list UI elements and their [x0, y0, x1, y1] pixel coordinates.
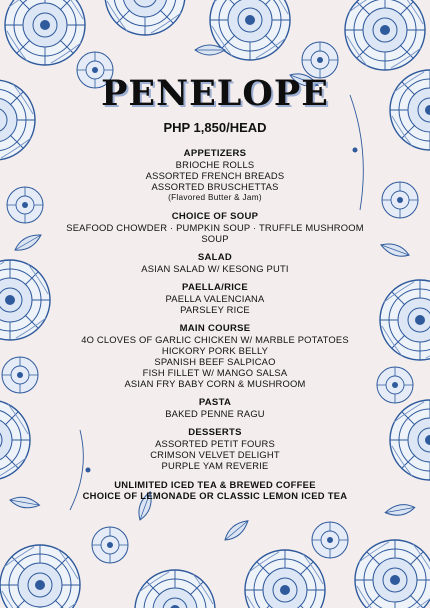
section-heading: MAIN COURSE: [179, 323, 251, 334]
menu-item: BAKED PENNE RAGU: [165, 408, 265, 419]
menu-item: PURPLE YAM REVERIE: [161, 460, 269, 471]
menu-item-note: (Flavored Butter & Jam): [168, 193, 262, 202]
menu-item: CRIMSON VELVET DELIGHT: [150, 449, 280, 460]
section-heading: PAELLA/RICE: [182, 282, 248, 293]
restaurant-title: PENELOPE: [101, 73, 329, 114]
menu-item: ASSORTED FRENCH BREADS: [145, 170, 285, 181]
beverages-footer: [55, 479, 375, 501]
menu-content: [55, 70, 375, 509]
section-appetizers: [55, 148, 375, 203]
menu-item: SPANISH BEEF SALPICAO: [154, 356, 276, 367]
beverage-line: CHOICE OF LEMONADE OR CLASSIC LEMON ICED TEA: [82, 490, 348, 501]
section-heading: SALAD: [197, 252, 233, 263]
menu-item: PAELLA VALENCIANA: [165, 293, 265, 304]
menu-item: HICKORY PORK BELLY: [161, 345, 269, 356]
section-main-course: [55, 323, 375, 389]
beverage-line: UNLIMITED ICED TEA & BREWED COFFEE: [114, 479, 316, 490]
menu-item: ASIAN FRY BABY CORN & MUSHROOM: [124, 378, 306, 389]
section-desserts: [55, 427, 375, 471]
menu-item: SEAFOOD CHOWDER · PUMPKIN SOUP · TRUFFLE MUSHROOM SOUP: [66, 222, 364, 244]
section-paella-rice: [55, 282, 375, 315]
menu-item: BRIOCHE ROLLS: [175, 159, 255, 170]
menu-item: ASIAN SALAD W/ KESONG PUTI: [141, 263, 289, 274]
menu-item: ASSORTED BRUSCHETTAS: [151, 181, 279, 192]
menu-item: PARSLEY RICE: [180, 304, 250, 315]
section-soup: [55, 211, 375, 244]
menu-item: 4O CLOVES OF GARLIC CHICKEN W/ MARBLE POTATOES: [81, 334, 349, 345]
section-heading: CHOICE OF SOUP: [171, 211, 259, 222]
section-pasta: [55, 397, 375, 419]
section-heading: DESSERTS: [188, 427, 242, 438]
menu-item: FISH FILLET W/ MANGO SALSA: [142, 367, 288, 378]
menu-item: ASSORTED PETIT FOURS: [155, 438, 275, 449]
price-per-head: PHP 1,850/HEAD: [163, 120, 267, 135]
section-salad: [55, 252, 375, 274]
section-heading: APPETIZERS: [183, 148, 247, 159]
section-heading: PASTA: [198, 397, 232, 408]
